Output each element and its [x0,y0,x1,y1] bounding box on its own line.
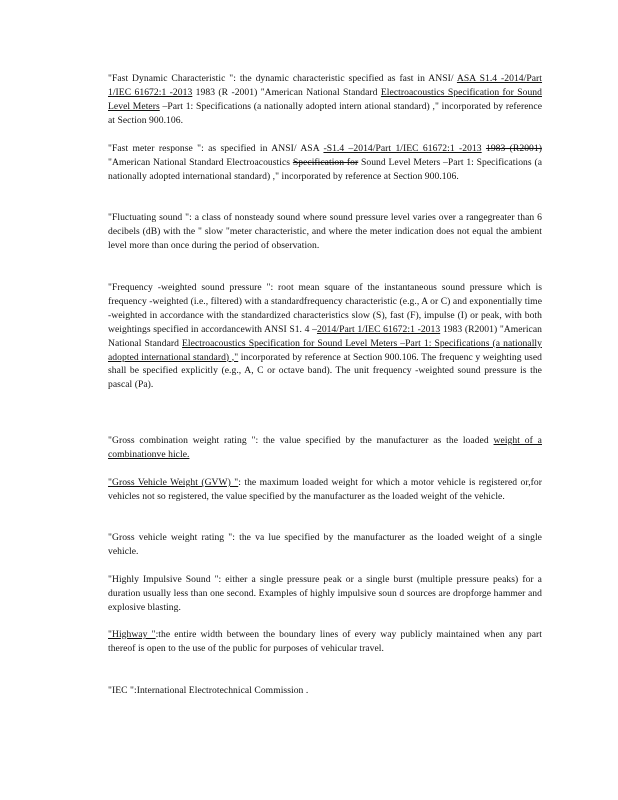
text-run: : the maximum loaded weight for which a motor vehicle is registered or,for vehicles not so registered, the value specified by the manufacturer as the loaded weight of the vehicle. [108,477,543,502]
text-run: "Fast meter response ": as specified in ANSI/ ASA [108,143,324,154]
underlined-text: "Gross Vehicle Weight (GVW) " [108,477,239,488]
text-run: –Part 1: Specifications (a nationally adopted intern ational standard) ," incorporated by reference at Section 900.106. [108,100,543,126]
definition-iec [108,684,542,698]
text-run: ": the dynamic characteristic specified as fast in ANSI/ [225,73,457,84]
definition-gross-vehicle-weight [108,476,542,504]
text-run: "Gross vehicle weight rating ": the va lue specified by the manufacturer as the loaded weight of a single vehicle. [108,532,542,557]
text-run: "Frequency -weighted sound pressure ": root mean square of the instantaneous sound pressure which is frequency -weighted (i.e., filtered) with a standardfrequency characteristic (e.g., A or C) and exponentially time -weighted in accordance with the standardized characteristics slow (S), fast (F), impulse (I) or peak, with both weightings specified in accordancewith ANSI S1. 4 – [108,282,542,335]
text-run: incorporated by reference at Section 900.106. The frequenc y weighting used shall be specified explicitly (e.g., A, C or octave band). The unit frequency -weighted sound pressure is the pascal (Pa). [108,351,542,391]
text-run: :the entire width between the boundary lines of every way publicly maintained when any part thereof is open to the use of the public for purposes of vehicular travel. [108,629,543,654]
underlined-text: "Highway " [108,629,156,640]
text-run: "Gross combination weight rating ": the value specified by the manufacturer as the loaded [108,435,494,446]
text-run: " [108,73,112,84]
text-run: "IEC ":International Electrotechnical Commission . [108,685,309,696]
struck-text: 1983 (R2001) [485,143,542,154]
underlined-text: Electroacoustics Specification for Sound Level Meters –Part 1: Specifications (a nationally adopted international standard) ," [108,337,542,363]
text-run: Sound Level Meters –Part 1: Specifications (a nationally adopted international standard) ," incorporated by reference at Section 900.106. [108,156,543,182]
text-run: Fast Dynamic Characteristic [111,73,226,84]
definition-highly-impulsive-sound [108,573,542,615]
text-run: 1983 (R2001) "American National Standard [108,323,543,349]
struck-text: Specification for [292,156,359,168]
definition-highway [108,628,542,656]
definition-frequency-weighted-sound-pressure [108,281,542,392]
text-run: "Highly Impulsive Sound ": either a single pressure peak or a single burst (multiple pressure peaks) for a duration usually less than one second. Examples of highly impulsive soun d sources are dropforge hammer and explosive blasting. [108,574,542,613]
definition-fast-dynamic-characteristic [108,72,542,128]
text-run: "Fluctuating sound ": a class of nonsteady sound where sound pressure level varies over a rangegreater than 6 decibels (dB) with the " slow "meter characteristic, and where the meter indication does not equal the ambient level more than once during the period of observation. [108,212,542,251]
underlined-text: -S1.4 –2014/Part 1/IEC 61672:1 -2013 [323,143,482,154]
underlined-text: weight of a combinationve hicle. [108,435,542,460]
definition-gross-vehicle-weight-rating [108,531,542,559]
text-run: "American National Standard Electroacoustics [108,156,293,168]
definition-fluctuating-sound [108,211,542,253]
underlined-text: ASA S1.4 -2014/Part 1/IEC 61672:1 -2013 [108,73,543,98]
definition-gross-combination-weight-rating [108,434,542,462]
underlined-text: 2014/Part 1/IEC 61672:1 -2013 [316,323,441,335]
text-run: 1983 (R -2001) "American National Standard [192,86,381,98]
definition-fast-meter-response [108,142,542,184]
underlined-text: Electroacoustics Specification for Sound Level Meters [108,86,542,112]
